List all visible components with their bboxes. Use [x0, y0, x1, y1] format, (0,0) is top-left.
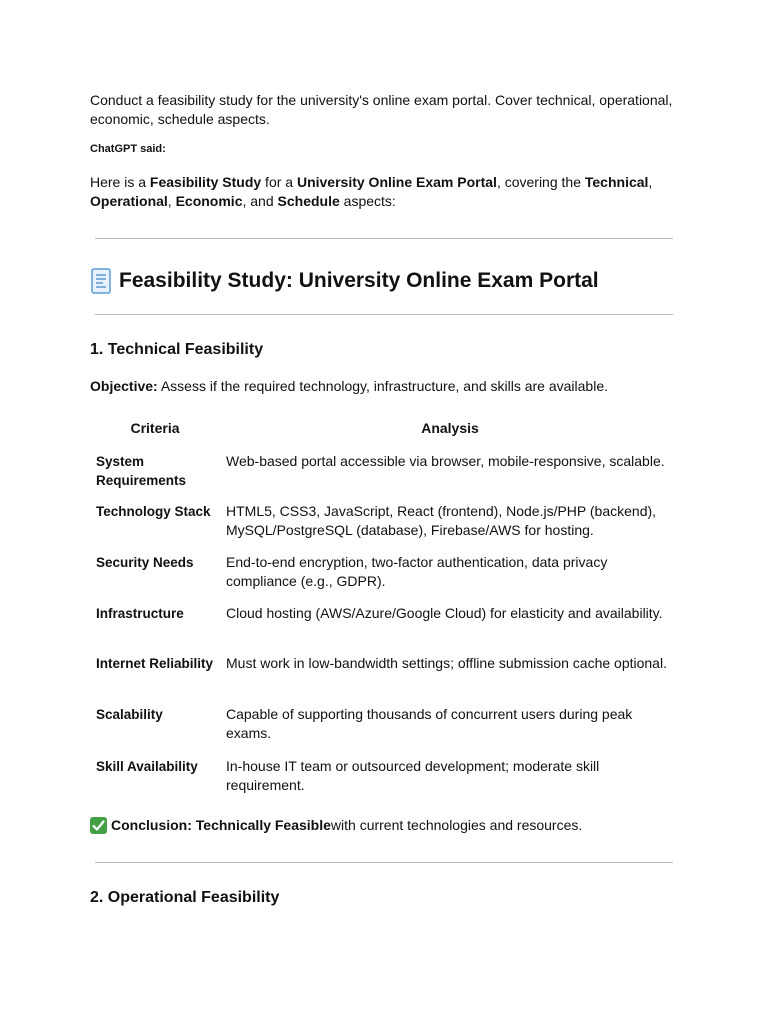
objective	[90, 377, 690, 396]
table-row	[90, 598, 680, 648]
criteria-cell: Security Needs	[96, 555, 194, 570]
check-mark-icon	[90, 817, 107, 834]
intro-bold-2: University Online Exam Portal	[296, 174, 497, 190]
criteria-cell: System Requirements	[96, 454, 187, 488]
response-intro	[90, 173, 680, 211]
table-row	[90, 751, 680, 801]
table-header-row	[90, 412, 680, 446]
column-header-criteria: Criteria	[130, 419, 180, 436]
intro-text-7: aspects:	[339, 193, 396, 209]
intro-text-6: , and	[242, 193, 278, 209]
table-row	[90, 547, 680, 598]
technical-criteria-table	[90, 412, 680, 801]
page-title	[90, 268, 599, 294]
page-title-text: Feasibility Study: University Online Exam Portal	[119, 269, 599, 292]
analysis-cell: Web-based portal accessible via browser, mobile-responsive, scalable.	[226, 453, 665, 469]
analysis-cell: HTML5, CSS3, JavaScript, React (frontend), Node.js/PHP (backend), MySQL/PostgreSQL (database), Firebase/AWS for hosting.	[226, 503, 657, 538]
analysis-cell: In-house IT team or outsourced development; moderate skill requirement.	[226, 758, 600, 793]
conclusion-text: with current technologies and resources.	[330, 817, 583, 833]
criteria-cell: Infrastructure	[96, 606, 184, 621]
objective-text: Assess if the required technology, infrastructure, and skills are available.	[157, 378, 609, 394]
intro-bold-5: Economic	[175, 193, 243, 209]
intro-text-1: Here is a	[90, 174, 150, 190]
criteria-cell: Scalability	[96, 707, 163, 722]
speaker-label: ChatGPT said:	[90, 143, 166, 155]
intro-bold-4: Operational	[90, 193, 168, 209]
intro-bold-1: Feasibility Study	[149, 174, 262, 190]
intro-text-2: for a	[261, 174, 297, 190]
column-header-analysis: Analysis	[421, 419, 479, 436]
divider-2	[95, 314, 673, 315]
intro-text-4: ,	[648, 174, 653, 190]
table-row	[90, 446, 680, 496]
divider-3	[95, 862, 673, 863]
user-prompt: Conduct a feasibility study for the university's online exam portal. Cover technical, operational, economic, schedule aspects.	[90, 92, 673, 127]
conclusion	[90, 816, 582, 835]
section-2-heading: 2. Operational Feasibility	[90, 889, 280, 906]
analysis-cell: Must work in low-bandwidth settings; offline submission cache optional.	[226, 655, 667, 671]
section-1-heading: 1. Technical Feasibility	[90, 341, 264, 358]
analysis-cell: Capable of supporting thousands of concurrent users during peak exams.	[226, 706, 633, 741]
divider-1	[95, 238, 673, 239]
objective-label: Objective:	[90, 378, 158, 394]
criteria-cell: Technology Stack	[96, 504, 211, 519]
criteria-cell: Skill Availability	[96, 759, 198, 774]
intro-text-3: , covering the	[496, 174, 585, 190]
table-row	[90, 496, 680, 547]
table-row	[90, 648, 680, 699]
analysis-cell: Cloud hosting (AWS/Azure/Google Cloud) for elasticity and availability.	[226, 605, 663, 621]
table-row	[90, 699, 680, 751]
conclusion-label: Conclusion: Technically Feasible	[111, 817, 331, 833]
document-icon	[90, 268, 112, 294]
criteria-cell: Internet Reliability	[96, 656, 214, 671]
analysis-cell: End-to-end encryption, two-factor authentication, data privacy compliance (e.g., GDPR).	[226, 554, 608, 589]
intro-bold-6: Schedule	[277, 193, 340, 209]
intro-text-5: ,	[167, 193, 176, 209]
intro-bold-3: Technical	[584, 174, 649, 190]
